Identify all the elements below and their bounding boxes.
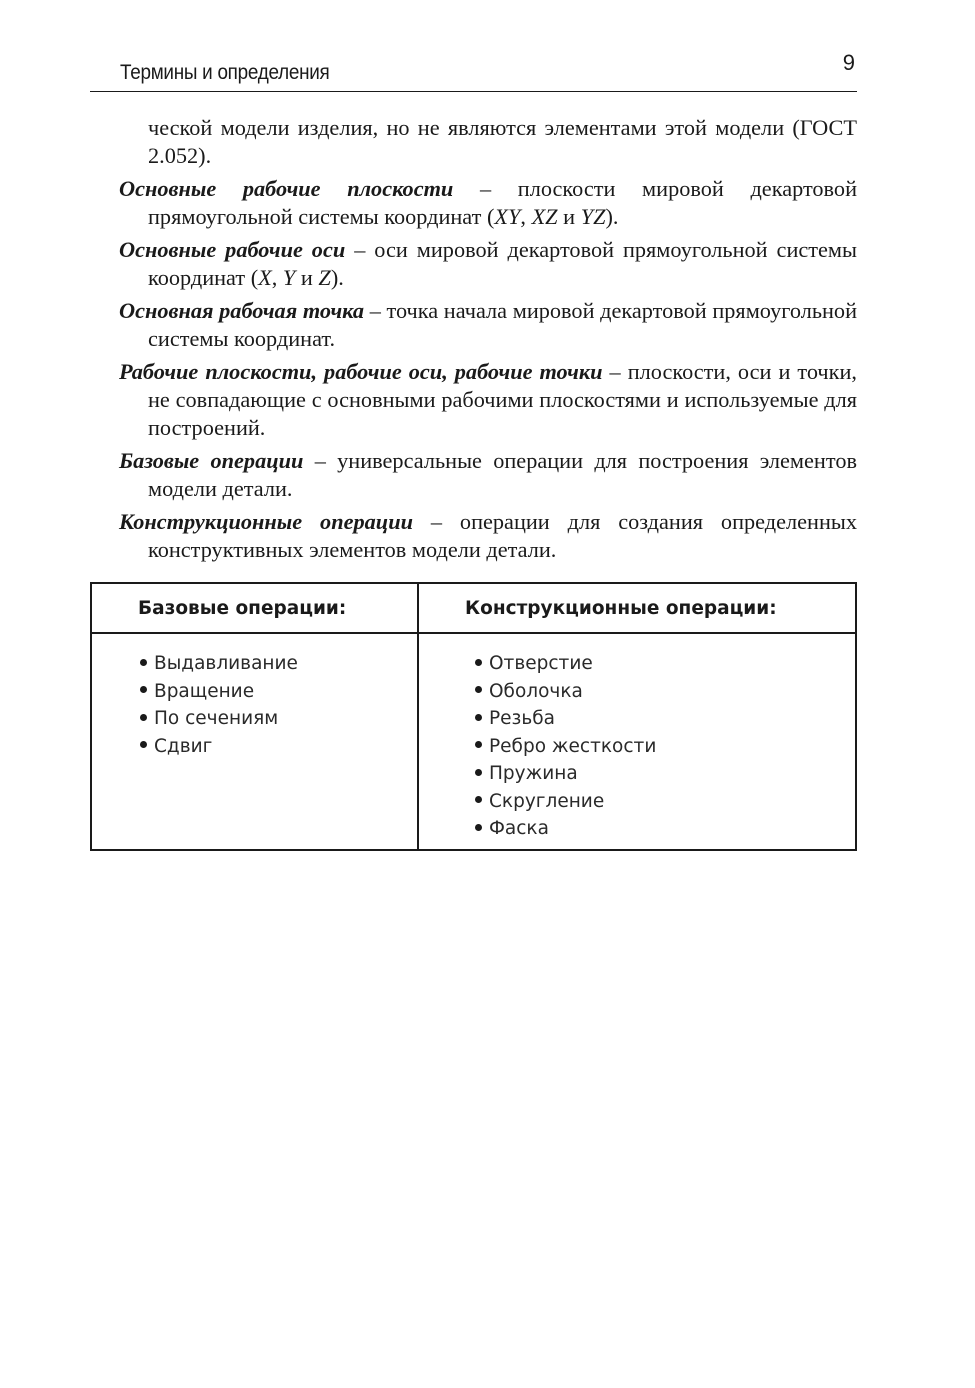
definition-term: Рабочие плоскости, рабочие оси, рабочие точки xyxy=(119,359,603,384)
list-item-label: Отверстие xyxy=(489,653,593,674)
definitions-text xyxy=(90,114,857,564)
definition-dash: – xyxy=(364,298,387,323)
list-item-label: Сдвиг xyxy=(154,735,213,757)
bullet-icon xyxy=(475,659,482,666)
list-item xyxy=(475,705,855,733)
definition-dash: – xyxy=(413,509,460,534)
coordinate-label: Y xyxy=(282,265,296,290)
constructive-operations-list xyxy=(475,650,855,843)
definition-end: ). xyxy=(330,265,344,290)
base-operations-list xyxy=(140,650,417,760)
definition-paragraph xyxy=(90,297,857,353)
coordinate-label: XY xyxy=(494,204,521,229)
definition-term: Основные рабочие оси xyxy=(119,237,346,262)
list-item-label: Фаска xyxy=(489,818,549,839)
list-item xyxy=(140,705,417,733)
bullet-icon xyxy=(475,714,482,721)
bullet-icon xyxy=(475,686,482,693)
running-title: Термины и определения xyxy=(120,61,330,84)
list-item xyxy=(140,650,417,678)
definition-text: оси мировой декартовой прямоугольной системы координат ( xyxy=(148,237,858,290)
bullet-icon xyxy=(140,686,147,693)
list-item-label: Скругление xyxy=(489,790,605,812)
list-item xyxy=(475,815,855,843)
list-item xyxy=(475,760,855,788)
constructive-operations-cell xyxy=(419,634,855,849)
operations-table xyxy=(90,582,857,851)
document-page xyxy=(90,0,858,839)
list-item-label: Пружина xyxy=(489,763,578,784)
coordinate-label: Z xyxy=(318,265,331,290)
definition-dash: – xyxy=(345,237,375,262)
list-item xyxy=(140,733,417,761)
list-item-label: Резьба xyxy=(489,708,556,729)
bullet-icon xyxy=(475,741,482,748)
base-operations-header xyxy=(92,584,419,634)
list-item xyxy=(475,733,855,761)
definition-text: операции для создания определенных конструктивных элементов модели детали. xyxy=(148,509,858,562)
definition-dash: – xyxy=(303,448,338,473)
list-item-label: Вращение xyxy=(154,680,255,702)
definition-paragraph xyxy=(90,447,857,503)
separator: , xyxy=(520,204,532,229)
list-item-label: По сечениям xyxy=(154,708,279,729)
constructive-operations-header xyxy=(419,584,855,634)
separator: и xyxy=(557,204,581,229)
list-item xyxy=(475,650,855,678)
bullet-icon xyxy=(140,741,147,748)
bullet-icon xyxy=(140,714,147,721)
coordinate-label: YZ xyxy=(580,204,606,229)
list-item xyxy=(475,678,855,706)
definition-term: Основная рабочая точка xyxy=(119,298,365,323)
definition-paragraph xyxy=(90,508,857,564)
bullet-icon xyxy=(475,824,482,831)
coordinate-label: X xyxy=(258,265,272,290)
definition-text: точка начала мировой декартовой прямоугольной системы координат. xyxy=(148,298,857,351)
separator: , xyxy=(271,265,283,290)
definition-term: Основные рабочие плоскости xyxy=(119,176,454,201)
separator: и xyxy=(295,265,319,290)
list-item xyxy=(475,788,855,816)
coordinate-label: XZ xyxy=(531,204,558,229)
constructive-operations-header-text: Конструкционные операции: xyxy=(465,598,777,619)
definition-text: универсальные операции для построения элементов модели детали. xyxy=(148,448,857,501)
bullet-icon xyxy=(140,659,147,666)
bullet-icon xyxy=(475,796,482,803)
base-operations-header-text: Базовые операции: xyxy=(138,598,347,619)
list-item-label: Оболочка xyxy=(489,680,583,702)
bullet-icon xyxy=(475,769,482,776)
definition-term: Базовые операции xyxy=(119,448,304,473)
base-operations-cell xyxy=(92,634,419,849)
list-item xyxy=(140,678,417,706)
continuation-paragraph: ческой модели изделия, но не являются элементами этой модели (ГОСТ 2.052). xyxy=(148,115,857,168)
list-item-label: Ребро жесткости xyxy=(489,735,657,757)
definition-paragraph xyxy=(90,236,857,292)
definition-text: плоскости, оси и точки, не совпадающие с основными рабочими плоскостями и используемые для построений. xyxy=(148,359,857,440)
list-item-label: Выдавливание xyxy=(154,653,298,674)
definition-text: плоскости мировой декартовой прямоугольной системы координат ( xyxy=(148,176,858,229)
running-header xyxy=(90,0,857,92)
page-number: 9 xyxy=(842,50,855,75)
definition-dash: – xyxy=(602,359,628,384)
definition-paragraph xyxy=(90,358,857,442)
definition-paragraph xyxy=(90,175,857,231)
definition-term: Конструкционные операции xyxy=(119,509,413,534)
definition-end: ). xyxy=(605,204,619,229)
definition-dash: – xyxy=(453,176,518,201)
